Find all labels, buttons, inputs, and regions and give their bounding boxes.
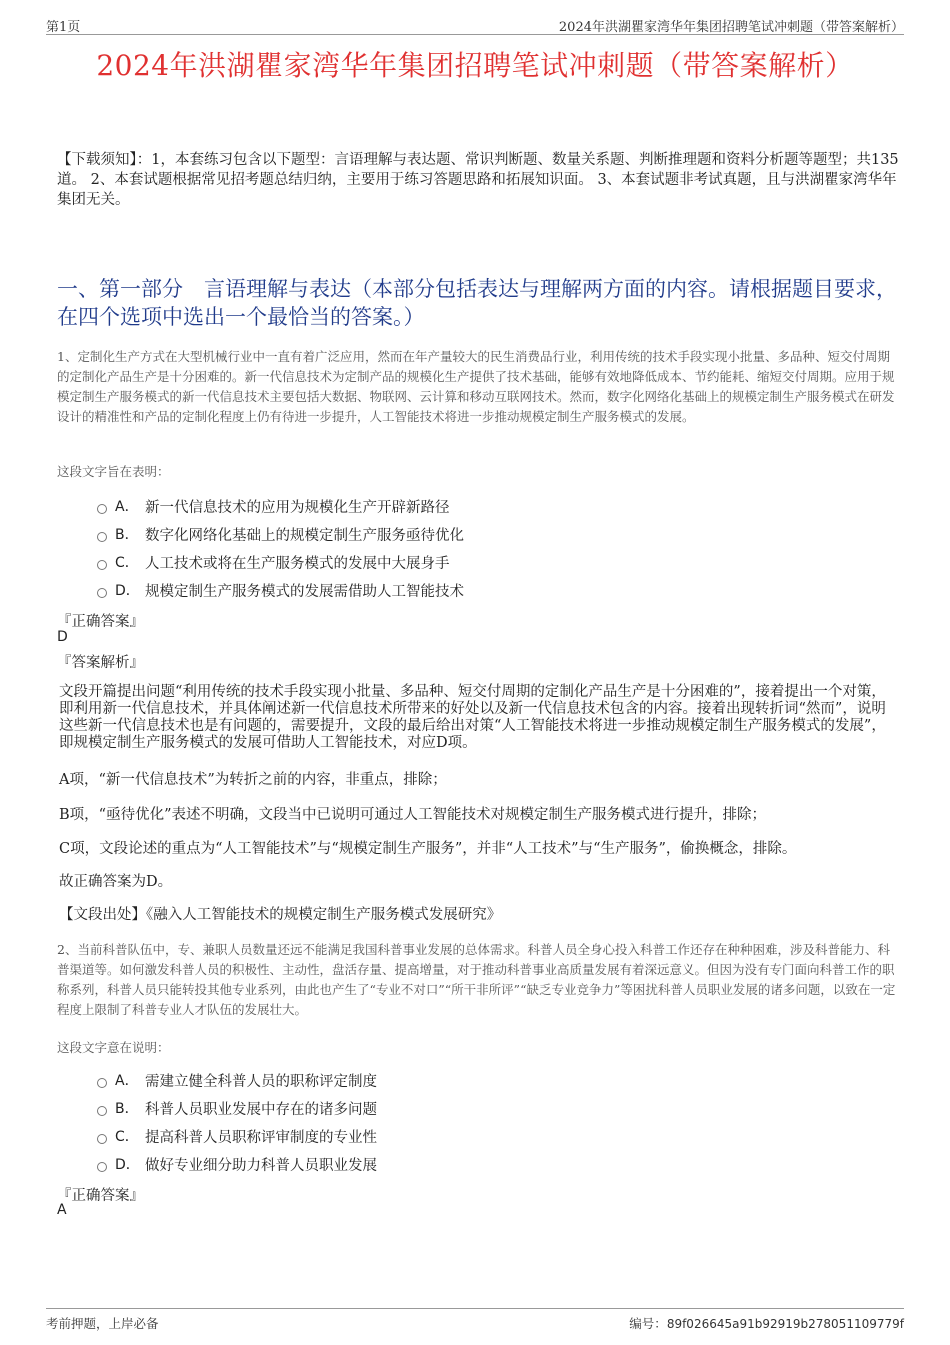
option-text: 需建立健全科普人员的职称评定制度 [145,1073,377,1090]
radio-icon[interactable] [97,1106,107,1116]
radio-icon[interactable] [97,1134,107,1144]
correct-answer-label: 『正确答案』 [57,614,144,630]
option-letter: A． [115,499,139,515]
option-letter: D． [115,1157,140,1173]
option-text: 做好专业细分助力科普人员职业发展 [145,1157,377,1174]
option-c[interactable] [97,548,464,576]
download-notice: 【下载须知】：1，本套练习包含以下题型：言语理解与表达题、常识判断题、数量关系题、判断推理题和资料分析题等题型；共135道。 2、本套试题根据常见招考题总结归纳，主要用于练习答题思路和拓展知识面。 3、本套试题非考试真题，且与洪湖瞿家湾华年集团无关。 [57,152,899,208]
header-title: 2024年洪湖瞿家湾华年集团招聘笔试冲刺题（带答案解析） [558,20,904,35]
option-a[interactable] [97,1066,377,1094]
option-a[interactable] [97,492,464,520]
option-d[interactable] [97,1150,377,1178]
page-header [46,14,904,35]
option-text: 数字化网络化基础上的规模定制生产服务亟待优化 [145,527,464,544]
option-b[interactable] [97,1094,377,1122]
option-text: 科普人员职业发展中存在的诸多问题 [145,1101,377,1118]
footer-code [629,1314,904,1332]
page-number: 第1页 [46,20,81,35]
analysis-source: 【文段出处】《融入人工智能技术的规模定制生产服务模式发展研究》 [59,907,502,923]
page-footer [46,1308,904,1329]
analysis-paragraph: 文段开篇提出问题“利用传统的技术手段实现小批量、多品种、短交付周期的定制化产品生产是十分困难的”，接着提出一个对策，即利用新一代信息技术，并具体阐述新一代信息技术所带来的好处以及新一代信息技术包含的内容。接着出现转折词“然而”，说明这些新一代信息技术也是有问题的，需要提升，文段的最后给出对策“人工智能技术将进一步推动规模定制生产服务模式的发展”，即规模定制生产服务模式的发展可借助人工智能技术，对应D项。 [59,684,886,751]
analysis-conclusion: 故正确答案为D。 [59,874,173,890]
question-2-options [97,1066,377,1178]
question-2-prompt: 这段文字意在说明： [57,1040,170,1055]
option-letter: A． [115,1073,139,1089]
analysis-option-a: A项，“新一代信息技术”为转折之前的内容，非重点，排除； [59,772,447,788]
option-text: 规模定制生产服务模式的发展需借助人工智能技术 [145,583,464,600]
analysis-option-b: B项，“亟待优化”表述不明确，文段当中已说明可通过人工智能技术对规模定制生产服务模式进行提升，排除； [59,807,766,823]
option-b[interactable] [97,520,464,548]
document-title: 2024年洪湖瞿家湾华年集团招聘笔试冲刺题（带答案解析） [96,49,854,82]
correct-answer-label: 『正确答案』 [57,1188,144,1204]
footer-code-label: 编号： [629,1316,667,1331]
option-letter: C． [115,555,139,571]
correct-answer: A [57,1202,67,1218]
radio-icon[interactable] [97,1162,107,1172]
analysis-label: 『答案解析』 [57,655,144,671]
option-letter: B． [115,527,139,543]
option-d[interactable] [97,576,464,604]
radio-icon[interactable] [97,588,107,598]
option-text: 新一代信息技术的应用为规模化生产开辟新路径 [145,499,450,516]
option-text: 提高科普人员职称评审制度的专业性 [145,1129,377,1146]
radio-icon[interactable] [97,504,107,514]
correct-answer: D [57,629,68,645]
question-1-prompt: 这段文字旨在表明： [57,464,170,479]
radio-icon[interactable] [97,1078,107,1088]
option-letter: B． [115,1101,139,1117]
question-1-options [97,492,464,604]
analysis-option-c: C项，文段论述的重点为“人工智能技术”与“规模定制生产服务”，并非“人工技术”与“生产服务”，偷换概念，排除。 [59,841,797,857]
option-text: 人工技术或将在生产服务模式的发展中大展身手 [145,555,450,572]
section-heading: 一、第一部分 言语理解与表达（本部分包括表达与理解两方面的内容。请根据题目要求，在四个选项中选出一个最恰当的答案。） [57,277,897,329]
option-c[interactable] [97,1122,377,1150]
footer-slogan: 考前押题，上岸必备 [46,1316,159,1331]
option-letter: C． [115,1129,139,1145]
option-letter: D． [115,583,140,599]
question-1-text: 1、定制化生产方式在大型机械行业中一直有着广泛应用，然而在年产量较大的民生消费品行业，利用传统的技术手段实现小批量、多品种、短交付周期的定制化产品生产是十分困难的。新一代信息技术为定制产品的规模化生产提供了技术基础，能够有效地降低成本、节约能耗、缩短交付周期。应用于规模定制生产服务模式的新一代信息技术主要包括大数据、物联网、云计算和移动互联网技术。然而，数字化网络化基础上的规模定制生产服务模式在研发设计的精准性和产品的定制化程度上仍有待进一步提升，人工智能技术将进一步推动规模定制生产服务模式的发展。 [57,349,895,424]
radio-icon[interactable] [97,560,107,570]
footer-code-value: 89f026645a91b92919b278051109779f [666,1317,904,1331]
radio-icon[interactable] [97,532,107,542]
question-2-text: 2、当前科普队伍中，专、兼职人员数量还远不能满足我国科普事业发展的总体需求。科普人员全身心投入科普工作还存在种种困难，涉及科普能力、科普渠道等。如何激发科普人员的积极性、主动性，盘活存量、提高增量，对于推动科普事业高质量发展有着深远意义。但因为没有专门面向科普工作的职称系列，科普人员只能转投其他专业系列，由此也产生了“专业不对口”“所干非所评”“缺乏专业竞争力”等困扰科普人员职业发展的诸多问题，以致在一定程度上限制了科普专业人才队伍的发展壮大。 [57,942,896,1017]
